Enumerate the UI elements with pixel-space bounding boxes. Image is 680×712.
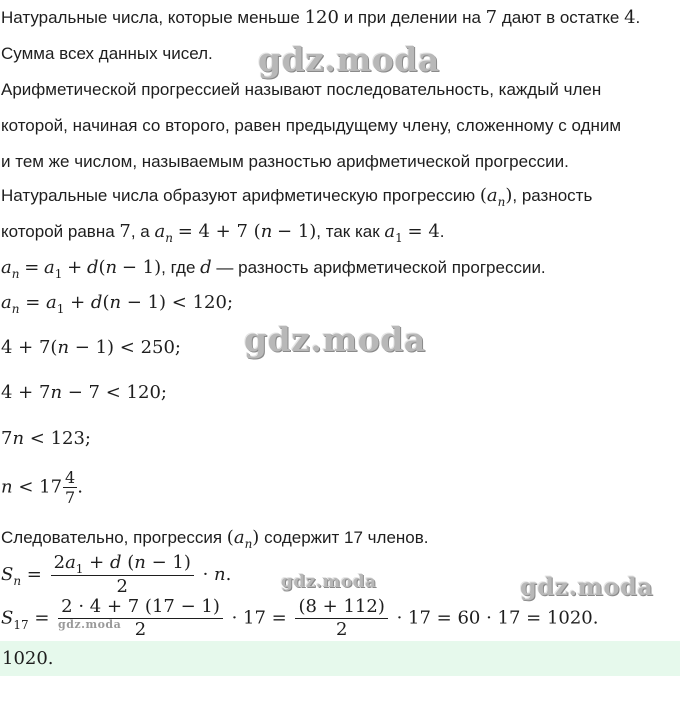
inequality-2: 4 + 7(n − 1) < 250; [1,337,181,358]
watermark: gdz.moda [58,618,122,631]
sum-formula: $S_n$ = $\frac{2a_1 + d (n - 1)}{2}$ · n. [1,552,232,597]
progression-statement: Натуральные числа образуют арифметическую прогрессию $(a_n)$, разность [1,185,593,209]
watermark: gdz.moda [520,572,654,601]
problem-condition: Натуральные числа, которые меньше 120 и при делении на 7 дают в остатке 4. [1,7,641,28]
watermark: gdz.moda [258,40,440,79]
definition-line-2: которой, начиная со второго, равен предыдущему члену, сложенному с одним [1,116,622,135]
inequality-5: n < 17 $\frac{4}{7}$ . [1,468,83,507]
watermark: gdz.moda [281,572,377,592]
problem-question: Сумма всех данных чисел. [1,44,213,63]
answer-box [0,641,680,676]
watermark: gdz.moda [244,320,426,359]
definition-line-1: Арифметической прогрессией называют последовательность, каждый член [1,80,602,99]
answer-value: 1020. [2,648,54,669]
progression-difference: которой равна 7, а $a_n = 4 + 7$ (n − 1), так как $a_1 = 4$. [1,221,445,245]
definition-line-3: и тем же числом, называемым разностью арифметической прогрессии. [1,152,569,171]
conclusion: Следовательно, прогрессия $(a_n)$ содержит 17 членов. [1,527,429,551]
sum-calculation: $S_{17}$ = $\frac{2 \cdot 4 + 7 (17 - 1)}{2}$ · 17 = $\frac{(8 + 112)}{2}$ · 17 = 60 · 17 = 1020. [1,596,599,640]
inequality-1: $a_n = a_1 + d(n - 1) < 120$; [1,292,234,316]
inequality-4: 7n < 123; [1,428,91,449]
nth-term-formula: $a_n = a_1 + d(n - 1)$, где d — разность арифметической прогрессии. [1,257,546,281]
inequality-3: 4 + 7n − 7 < 120; [1,382,167,403]
